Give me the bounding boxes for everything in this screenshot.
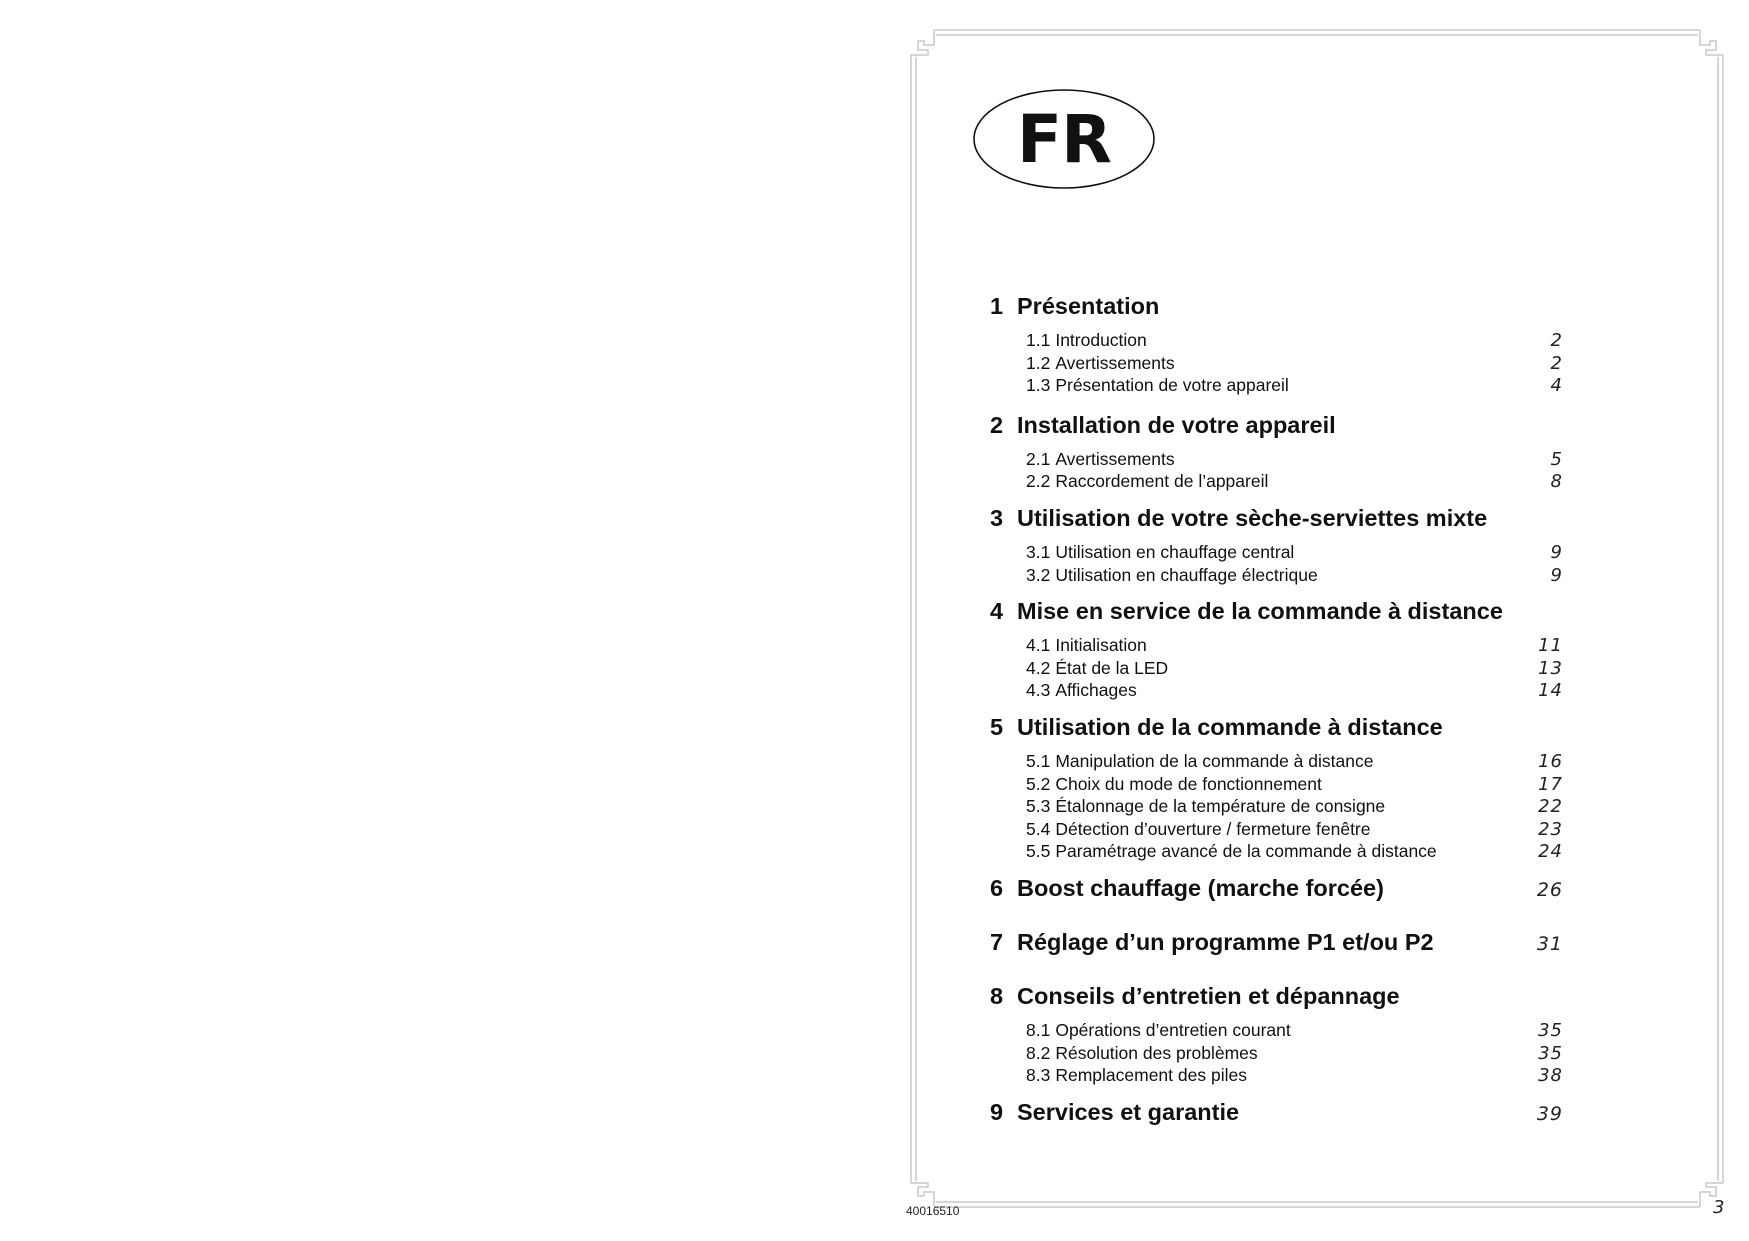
subsection-page-number: 9 bbox=[1550, 564, 1563, 586]
subsection-title: Paramétrage avancé de la commande à distance bbox=[1055, 841, 1437, 862]
toc-section bbox=[990, 411, 1563, 493]
toc-subsection-row[interactable] bbox=[990, 750, 1563, 773]
section-number: 6 bbox=[990, 874, 1004, 901]
subsection-title: Résolution des problèmes bbox=[1055, 1042, 1258, 1063]
subsection-title: Introduction bbox=[1055, 330, 1147, 350]
subsection-page-number: 35 bbox=[1538, 1042, 1563, 1064]
toc-section bbox=[990, 597, 1563, 702]
toc-section-heading[interactable] bbox=[990, 874, 1563, 902]
subsection-number: 5.5 bbox=[1026, 841, 1051, 862]
section-number: 1 bbox=[990, 293, 1004, 319]
subsection-number: 3.1 bbox=[1026, 541, 1051, 562]
subsection-title: État de la LED bbox=[1055, 657, 1169, 678]
toc-subsections bbox=[990, 541, 1563, 586]
subsection-title: Opérations d’entretien courant bbox=[1055, 1019, 1291, 1040]
toc-section bbox=[990, 982, 1563, 1087]
toc-subsection-row[interactable] bbox=[990, 470, 1563, 493]
toc-subsection-row[interactable] bbox=[990, 795, 1563, 818]
toc-subsection-row[interactable] bbox=[990, 1064, 1563, 1087]
subsection-title: Étalonnage de la température de consigne bbox=[1055, 796, 1386, 817]
toc-subsection-row[interactable] bbox=[990, 1019, 1563, 1042]
toc-subsection-row[interactable] bbox=[990, 374, 1563, 397]
section-title: Services et garantie bbox=[1017, 1098, 1240, 1125]
subsection-page-number: 35 bbox=[1538, 1019, 1563, 1041]
subsection-number: 5.4 bbox=[1026, 818, 1051, 839]
subsection-title: Remplacement des piles bbox=[1055, 1065, 1247, 1086]
table-of-contents bbox=[990, 292, 1563, 1126]
subsection-page-number: 5 bbox=[1550, 448, 1563, 470]
subsection-number: 8.2 bbox=[1026, 1042, 1051, 1063]
subsection-number: 2.2 bbox=[1026, 471, 1051, 492]
subsection-page-number: 16 bbox=[1538, 750, 1563, 772]
toc-subsection-row[interactable] bbox=[990, 773, 1563, 796]
toc-subsections bbox=[990, 634, 1563, 702]
toc-subsections bbox=[990, 448, 1563, 493]
section-title: Présentation bbox=[1017, 293, 1160, 319]
toc-section-heading[interactable] bbox=[990, 504, 1563, 532]
subsection-page-number: 14 bbox=[1538, 680, 1563, 702]
toc-subsection-row[interactable] bbox=[990, 352, 1563, 375]
toc-subsections bbox=[990, 329, 1563, 397]
subsection-page-number: 17 bbox=[1538, 773, 1563, 795]
toc-subsection-row[interactable] bbox=[990, 840, 1563, 863]
subsection-number: 5.1 bbox=[1026, 750, 1051, 771]
section-page-number: 31 bbox=[1536, 932, 1563, 955]
toc-section bbox=[990, 1098, 1563, 1126]
subsection-number: 4.2 bbox=[1026, 657, 1051, 678]
toc-subsections bbox=[990, 1019, 1563, 1087]
subsection-number: 5.3 bbox=[1026, 796, 1051, 817]
section-page-number: 39 bbox=[1536, 1102, 1563, 1125]
section-title: Boost chauffage (marche forcée) bbox=[1017, 874, 1384, 901]
toc-subsection-row[interactable] bbox=[990, 541, 1563, 564]
document-code: 40016510 bbox=[906, 1204, 960, 1218]
subsection-page-number: 4 bbox=[1550, 375, 1563, 397]
page-number: 3 bbox=[1713, 1197, 1725, 1218]
toc-section-heading[interactable] bbox=[990, 597, 1563, 625]
section-number: 7 bbox=[990, 928, 1004, 955]
subsection-title: Utilisation en chauffage électrique bbox=[1055, 564, 1318, 585]
subsection-page-number: 2 bbox=[1550, 330, 1563, 351]
subsection-number: 8.1 bbox=[1026, 1019, 1051, 1040]
toc-section-heading[interactable] bbox=[990, 1098, 1563, 1126]
section-number: 5 bbox=[990, 713, 1004, 740]
toc-subsection-row[interactable] bbox=[990, 657, 1563, 680]
section-title: Conseils d’entretien et dépannage bbox=[1017, 982, 1400, 1009]
subsection-page-number: 38 bbox=[1538, 1065, 1563, 1087]
subsection-number: 8.3 bbox=[1026, 1065, 1051, 1086]
toc-subsection-row[interactable] bbox=[990, 634, 1563, 657]
subsection-title: Utilisation en chauffage central bbox=[1055, 541, 1295, 562]
toc-section bbox=[990, 928, 1563, 956]
subsection-title: Affichages bbox=[1055, 680, 1137, 701]
toc-section-heading[interactable] bbox=[990, 713, 1563, 741]
subsection-page-number: 22 bbox=[1538, 796, 1563, 818]
language-code: FR bbox=[1017, 100, 1111, 178]
subsection-page-number: 9 bbox=[1550, 541, 1563, 563]
subsection-number: 1.2 bbox=[1026, 352, 1051, 373]
subsection-number: 1.3 bbox=[1026, 375, 1051, 396]
subsection-page-number: 2 bbox=[1550, 352, 1563, 374]
subsection-number: 4.3 bbox=[1026, 680, 1051, 701]
subsection-title: Choix du mode de fonctionnement bbox=[1055, 773, 1322, 794]
toc-section bbox=[990, 504, 1563, 586]
toc-section-heading[interactable] bbox=[990, 982, 1563, 1010]
subsection-number: 2.1 bbox=[1026, 448, 1051, 469]
subsection-title: Manipulation de la commande à distance bbox=[1055, 750, 1374, 771]
toc-subsection-row[interactable] bbox=[990, 818, 1563, 841]
subsection-title: Présentation de votre appareil bbox=[1055, 375, 1289, 396]
subsection-number: 1.1 bbox=[1026, 330, 1051, 350]
toc-subsection-row[interactable] bbox=[990, 448, 1563, 471]
toc-subsection-row[interactable] bbox=[990, 1042, 1563, 1065]
section-number: 3 bbox=[990, 504, 1004, 531]
toc-section-heading[interactable] bbox=[990, 928, 1563, 956]
toc-section-heading[interactable] bbox=[990, 411, 1563, 439]
subsection-title: Raccordement de l’appareil bbox=[1055, 471, 1269, 492]
toc-subsections bbox=[990, 750, 1563, 863]
section-number: 8 bbox=[990, 982, 1004, 1009]
subsection-number: 4.1 bbox=[1026, 635, 1051, 656]
toc-subsection-row[interactable] bbox=[990, 564, 1563, 587]
subsection-title: Avertissements bbox=[1055, 352, 1175, 373]
subsection-page-number: 8 bbox=[1550, 471, 1563, 493]
toc-section bbox=[990, 292, 1563, 397]
section-number: 9 bbox=[990, 1098, 1004, 1125]
section-title: Installation de votre appareil bbox=[1017, 411, 1336, 438]
subsection-number: 3.2 bbox=[1026, 564, 1051, 585]
subsection-page-number: 23 bbox=[1538, 818, 1563, 840]
subsection-page-number: 11 bbox=[1538, 635, 1563, 657]
toc-section bbox=[990, 713, 1563, 863]
section-title: Mise en service de la commande à distance bbox=[1017, 598, 1503, 625]
section-page-number: 26 bbox=[1536, 878, 1563, 901]
section-number: 4 bbox=[990, 598, 1004, 625]
toc-subsection-row[interactable] bbox=[990, 679, 1563, 702]
subsection-title: Initialisation bbox=[1055, 635, 1147, 656]
subsection-page-number: 24 bbox=[1538, 841, 1563, 863]
toc-section bbox=[990, 874, 1563, 902]
section-title: Utilisation de votre sèche-serviettes mixte bbox=[1017, 504, 1488, 531]
subsection-title: Détection d’ouverture / fermeture fenêtre bbox=[1055, 818, 1371, 839]
toc-subsection-row[interactable] bbox=[990, 329, 1563, 352]
section-number: 2 bbox=[990, 411, 1004, 438]
subsection-title: Avertissements bbox=[1055, 448, 1175, 469]
language-badge bbox=[973, 89, 1155, 189]
section-title: Utilisation de la commande à distance bbox=[1017, 713, 1443, 740]
section-title: Réglage d’un programme P1 et/ou P2 bbox=[1017, 928, 1434, 955]
toc-section-heading[interactable] bbox=[990, 292, 1563, 320]
subsection-number: 5.2 bbox=[1026, 773, 1051, 794]
subsection-page-number: 13 bbox=[1538, 657, 1563, 679]
